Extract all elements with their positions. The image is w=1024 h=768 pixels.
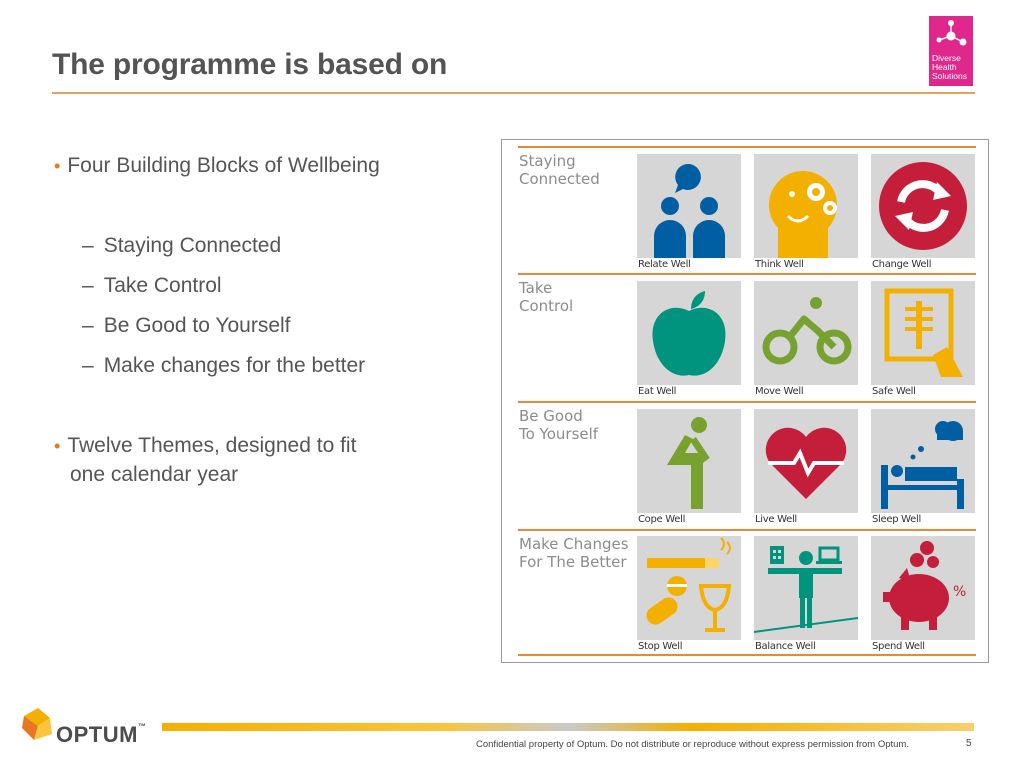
trademark: ™ (137, 722, 147, 731)
thinking-person-icon (637, 409, 741, 513)
tile-move-well (754, 281, 858, 385)
page-number: 5 (966, 738, 972, 749)
tile-label: Live Well (755, 514, 797, 525)
logo-line-1: Diverse (932, 53, 961, 63)
tile-label: Spend Well (872, 641, 925, 652)
row-label-staying-connected (519, 152, 600, 188)
row-divider (518, 654, 976, 656)
dash: – (82, 234, 94, 257)
tile-label: Relate Well (638, 259, 691, 270)
tile-label: Balance Well (755, 641, 816, 652)
molecule-icon (929, 16, 973, 54)
tile-label: Think Well (755, 259, 804, 270)
bullet-building-blocks (54, 154, 380, 178)
logo-line-3: Solutions (932, 71, 967, 81)
sub-bullet-text: Take Control (103, 274, 222, 297)
row-label-line: Be Good (519, 407, 583, 425)
themes-panel (501, 139, 989, 663)
tile-sleep-well (871, 409, 975, 513)
bullet-dot: • (54, 156, 61, 176)
dash: – (82, 314, 94, 337)
tile-label: Safe Well (872, 386, 916, 397)
tile-spend-well (871, 536, 975, 640)
optum-brand (56, 722, 146, 748)
sub-bullet-be-good (82, 314, 291, 338)
refresh-cycle-icon (871, 154, 975, 258)
row-label-line: To Yourself (519, 425, 599, 443)
row-divider (518, 146, 976, 148)
row-label-line: Connected (519, 170, 600, 188)
tile-think-well (754, 154, 858, 258)
row-label-make-changes (519, 535, 629, 571)
tile-label: Stop Well (638, 641, 683, 652)
logo-line-2: Health (932, 62, 957, 72)
xray-icon (871, 281, 975, 385)
tile-relate-well (637, 154, 741, 258)
sub-bullet-take-control (82, 274, 222, 298)
dash: – (82, 354, 94, 377)
row-divider (518, 401, 976, 403)
piggy-bank-icon (871, 536, 975, 640)
row-label-line: Staying (519, 152, 576, 170)
bullet-text: Four Building Blocks of Wellbeing (67, 154, 380, 177)
tile-safe-well (871, 281, 975, 385)
tile-label: Move Well (755, 386, 804, 397)
bullet-twelve-themes (54, 434, 356, 458)
heartbeat-icon (754, 409, 858, 513)
row-divider (518, 273, 976, 275)
tile-change-well (871, 154, 975, 258)
sub-bullet-staying-connected (82, 234, 281, 258)
confidential-notice: Confidential property of Optum. Do not distribute or reproduce without express permission from Optum. (476, 739, 909, 750)
tile-label: Sleep Well (872, 514, 921, 525)
tile-balance-well (754, 536, 858, 640)
apple-icon (637, 281, 741, 385)
head-gears-icon (754, 154, 858, 258)
row-label-take-control (519, 279, 573, 315)
row-label-line: Make Changes (519, 535, 629, 553)
tile-cope-well (637, 409, 741, 513)
balance-person-icon (754, 536, 858, 640)
row-label-be-good (519, 407, 598, 443)
row-label-line: For The Better (519, 553, 627, 571)
slide-title: The programme is based on (52, 48, 448, 81)
diverse-health-logo (929, 16, 973, 86)
cyclist-icon (754, 281, 858, 385)
bed-cloud-icon (871, 409, 975, 513)
tile-live-well (754, 409, 858, 513)
tile-label: Change Well (872, 259, 932, 270)
sub-bullet-text: Staying Connected (103, 234, 282, 257)
tile-eat-well (637, 281, 741, 385)
row-label-line: Control (519, 297, 574, 315)
bullet-dot: • (54, 436, 61, 456)
title-divider (52, 92, 975, 94)
row-label-line: Take (519, 279, 553, 297)
sub-bullet-make-changes (82, 354, 365, 378)
tile-label: Cope Well (638, 514, 686, 525)
cigarette-pill-glass-icon (637, 536, 741, 640)
tile-label: Eat Well (638, 386, 677, 397)
row-divider (518, 529, 976, 531)
sub-bullet-text: Make changes for the better (103, 354, 366, 377)
sub-bullet-text: Be Good to Yourself (103, 314, 291, 337)
svg-text:%: % (953, 584, 967, 600)
tile-stop-well (637, 536, 741, 640)
dash: – (82, 274, 94, 297)
optum-brand-text: OPTUM (56, 722, 138, 747)
people-talking-icon (637, 154, 741, 258)
bullet-text: Twelve Themes, designed to fit (67, 434, 357, 457)
bullet-twelve-themes-cont: one calendar year (70, 463, 239, 486)
footer-stripe (162, 723, 974, 731)
